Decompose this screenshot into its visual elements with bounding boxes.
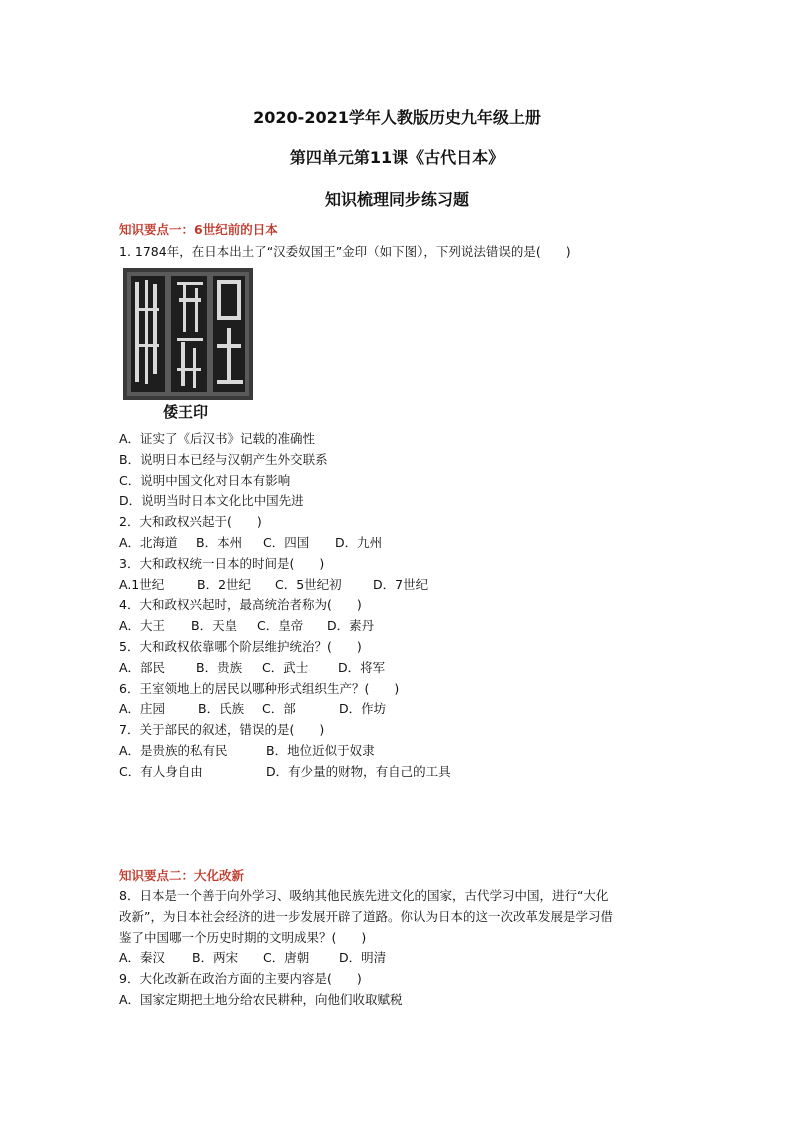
q3-option-b: B．2世纪 xyxy=(197,576,252,592)
q1-option-b: B．说明日本已经与汉朝产生外交联系 xyxy=(119,451,328,467)
q6-option-d: D．作坊 xyxy=(339,701,387,717)
q3-option-a: A.1世纪 xyxy=(119,576,165,592)
question-5: 5．大和政权依靠哪个阶层维护统治？( ) xyxy=(119,638,362,654)
q6-options xyxy=(119,699,689,720)
q2-option-b: B．本州 xyxy=(196,534,243,550)
q2-options xyxy=(119,533,689,554)
section2-questions xyxy=(119,886,689,1011)
question-2: 2．大和政权兴起于( ) xyxy=(119,514,262,530)
question-6: 6．王室领地上的居民以哪种形式组织生产？( ) xyxy=(119,680,400,696)
q5-option-c: C．武士 xyxy=(262,659,309,675)
q7-option-c: C．有人身自由 xyxy=(119,763,203,779)
q3-option-d: D．7世纪 xyxy=(373,576,429,592)
q7-options-row2 xyxy=(119,762,689,783)
lesson-title: 第四单元第11课《古代日本》 xyxy=(289,148,505,167)
q2-option-a: A．北海道 xyxy=(119,534,178,550)
question-3: 3．大和政权统一日本的时间是( ) xyxy=(119,555,325,571)
question-1-stem: 1. 1784年，在日本出土了“汉委奴国王”金印（如下图），下列说法错误的是( ) xyxy=(119,244,571,259)
q8-option-d: D．明清 xyxy=(339,950,387,966)
question-7: 7．关于部民的叙述，错误的是( ) xyxy=(119,722,325,738)
q3-option-c: C．5世纪初 xyxy=(275,576,342,592)
section2-heading: 知识要点二：大化改新 xyxy=(119,868,245,883)
q7-options-row1 xyxy=(119,741,689,762)
exercise-title: 知识梳理同步练习题 xyxy=(324,190,469,209)
q4-option-d: D．素丹 xyxy=(327,618,375,634)
q1-option-a: A．证实了《后汉书》记载的准确性 xyxy=(119,431,316,446)
q4-options xyxy=(119,616,689,637)
question-4: 4．大和政权兴起时，最高统治者称为( ) xyxy=(119,597,362,613)
q7-option-b: B．地位近似于奴隶 xyxy=(266,742,375,758)
q8-options xyxy=(119,948,689,969)
section1-questions xyxy=(119,429,689,783)
q3-options xyxy=(119,575,689,596)
q4-option-c: C．皇帝 xyxy=(257,618,304,634)
q5-options xyxy=(119,658,689,679)
q1-option-c: C．说明中国文化对日本有影响 xyxy=(119,472,291,488)
q4-option-a: A．大王 xyxy=(119,618,166,634)
q2-option-c: C．四国 xyxy=(263,534,310,550)
question-8-line1: 8．日本是一个善于向外学习、吸纳其他民族先进文化的国家，古代学习中国，进行“大化 xyxy=(119,888,609,903)
q6-option-a: A．庄园 xyxy=(119,701,166,717)
q2-option-d: D．九州 xyxy=(335,534,383,550)
question-1 xyxy=(119,242,689,263)
question-8-line3: 鉴了中国哪一个历史时期的文明成果？( ) xyxy=(119,929,367,945)
q9-option-a: A．国家定期把土地分给农民耕种，向他们收取赋税 xyxy=(119,991,403,1007)
q5-option-d: D．将军 xyxy=(338,659,386,675)
q8-option-c: C．唐朝 xyxy=(263,950,310,966)
q8-option-b: B．两宋 xyxy=(192,950,239,966)
seal-image xyxy=(123,268,253,400)
q8-option-a: A．秦汉 xyxy=(119,950,166,966)
question-9: 9．大化改新在政治方面的主要内容是( ) xyxy=(119,971,362,987)
q5-option-b: B．贵族 xyxy=(196,659,243,675)
q7-option-a: A．是贵族的私有民 xyxy=(119,742,228,758)
section1-heading: 知识要点一：6世纪前的日本 xyxy=(119,222,278,237)
q1-option-d: D．说明当时日本文化比中国先进 xyxy=(119,493,304,509)
q4-option-b: B．天皇 xyxy=(191,618,238,634)
q6-option-c: C．部 xyxy=(262,701,296,717)
seal-caption: 倭王印 xyxy=(163,403,209,421)
question-8-line2: 改新”，为日本社会经济的进一步发展开辟了道路。你认为日本的这一次改革发展是学习借 xyxy=(119,908,613,924)
document-title: 2020-2021学年人教版历史九年级上册 xyxy=(253,108,541,127)
q5-option-a: A．部民 xyxy=(119,659,166,675)
q7-option-d: D．有少量的财物，有自己的工具 xyxy=(266,763,451,779)
q6-option-b: B．氏族 xyxy=(198,701,245,717)
